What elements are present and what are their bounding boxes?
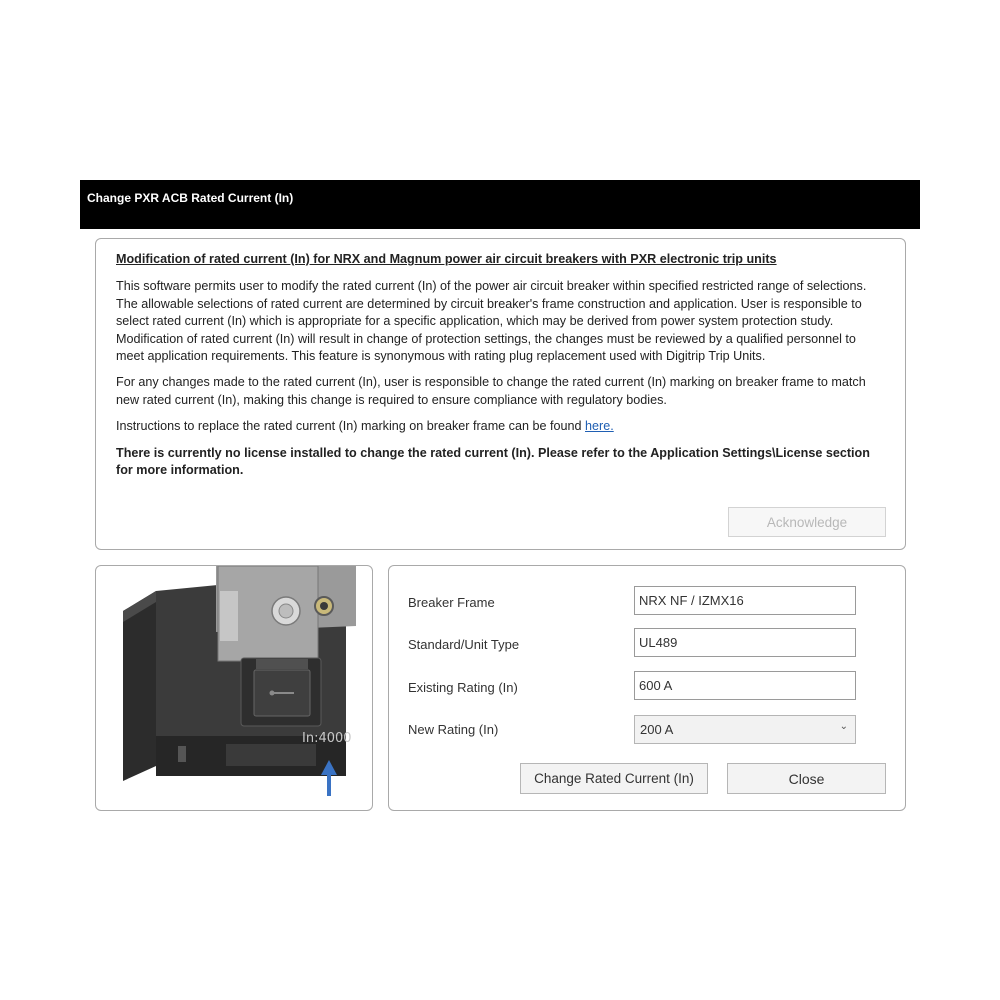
breaker-image-panel bbox=[95, 565, 373, 811]
existing-rating-label: Existing Rating (In) bbox=[408, 680, 518, 695]
window-title-bar bbox=[80, 180, 920, 229]
window-title: Change PXR ACB Rated Current (In) bbox=[87, 191, 294, 205]
info-paragraph-marking: For any changes made to the rated current (In), user is responsible to change the rated current (In) marking on breaker frame to match new rated current (In), making this change is required to ensure compliance with regulatory bodies. bbox=[116, 375, 866, 407]
change-rated-current-button[interactable]: Change Rated Current (In) bbox=[520, 763, 708, 794]
existing-rating-field[interactable]: 600 A bbox=[634, 671, 856, 700]
rating-marking-label: In:4000 bbox=[302, 731, 352, 746]
breaker-frame-field[interactable]: NRX NF / IZMX16 bbox=[634, 586, 856, 615]
license-notice: There is currently no license installed to change the rated current (In). Please refer to the Application Settings\License section for more information. bbox=[116, 445, 870, 478]
unit-type-label: Standard/Unit Type bbox=[408, 637, 520, 652]
rating-form-panel bbox=[388, 565, 906, 811]
close-button[interactable]: Close bbox=[727, 763, 886, 794]
info-paragraph-instructions bbox=[116, 418, 885, 435]
chevron-down-icon: ⌄ bbox=[839, 721, 848, 732]
instructions-text: Instructions to replace the rated current (In) marking on breaker frame can be found bbox=[116, 419, 586, 434]
acknowledge-button[interactable]: Acknowledge bbox=[728, 507, 886, 537]
rated-current-info-panel bbox=[95, 238, 906, 550]
unit-type-field[interactable]: UL489 bbox=[634, 628, 856, 657]
new-rating-label: New Rating (In) bbox=[408, 722, 499, 737]
breaker-frame-label: Breaker Frame bbox=[408, 595, 495, 610]
info-heading: Modification of rated current (In) for NRX and Magnum power air circuit breakers with PXR electronic trip units bbox=[116, 252, 777, 266]
breaker-trip-unit-image bbox=[96, 566, 372, 810]
info-paragraph-permits: This software permits user to modify the rated current (In) of the power air circuit breaker within specified restricted range of selections. The allowable selections of rated current are determined by circuit breaker's frame construction and application. User is responsible to select rated current (In) which is appropriate for a specific application, which may be derived from power system protection study. Modification of rated current (In) will result in change of protection settings, the changes must be reviewed by a qualified personnel to meet application requirements. This feature is synonymous with rating plug replacement used with Digitrip Trip Units. bbox=[116, 279, 867, 364]
instructions-link[interactable]: here. bbox=[585, 419, 614, 434]
new-rating-select[interactable] bbox=[634, 715, 856, 744]
new-rating-value: 200 A bbox=[640, 722, 674, 737]
